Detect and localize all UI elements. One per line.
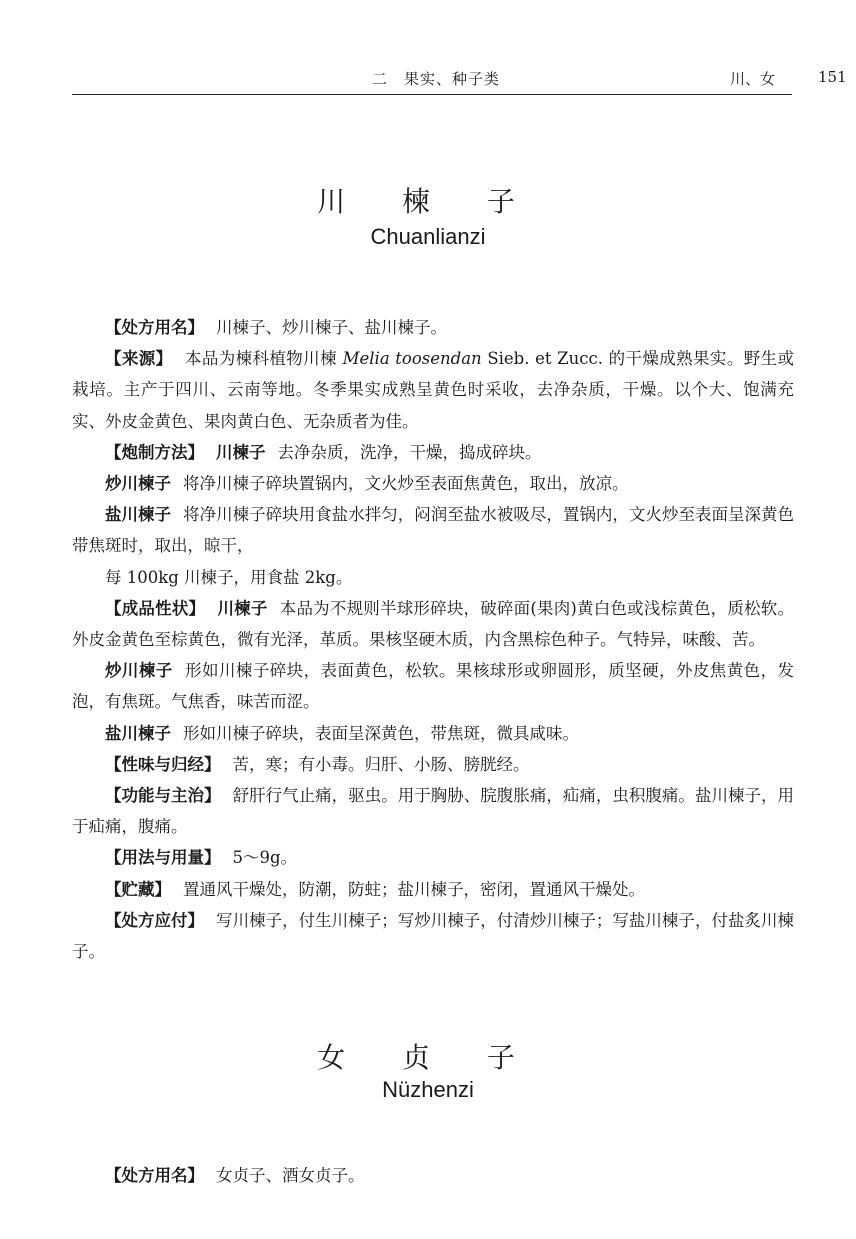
- paragraph-prescription-names: [72, 312, 794, 343]
- entry-pinyin-nuzhenzi: Nüzhenzi: [382, 1077, 474, 1102]
- paragraph-processing: [72, 437, 794, 468]
- text-storage: 置通风干燥处，防潮，防蛀；盐川楝子，密闭，置通风干燥处。: [183, 879, 645, 899]
- entry-body-nuzhenzi: [72, 1160, 794, 1191]
- text-dosage: 5～9g。: [232, 848, 298, 868]
- entry-body-chuanlianzi: [72, 312, 794, 967]
- label-dispensing: 【处方应付】: [105, 910, 205, 930]
- paragraph-source: [72, 343, 794, 437]
- text-salt-ratio: 每 100kg 川楝子，用食盐 2kg。: [105, 567, 353, 587]
- header-section: 二 果实、种子类: [372, 70, 501, 88]
- sub-label-raw-characteristics: 川楝子: [217, 598, 268, 618]
- paragraph-characteristics: [72, 593, 794, 655]
- entry-title-chuanlianzi: 川 楝 子: [317, 185, 539, 218]
- label-source: 【来源】: [105, 349, 173, 369]
- paragraph-dosage: [72, 842, 794, 873]
- text-prescription-names: 川楝子、炒川楝子、盐川楝子。: [216, 318, 447, 337]
- text-processing-salted: 将净川楝子碎块用食盐水拌匀，闷润至盐水被吸尽，置锅内，文火炒至表面呈深黄色带焦斑时，取出，晾干，: [72, 505, 795, 556]
- paragraph-function-indication: [72, 780, 794, 842]
- paragraph-processing-salted: [72, 499, 794, 561]
- text-characteristics-raw: 本品为不规则半球形碎块，破碎面(果肉)黄白色或浅棕黄色，质松软。外皮金黄色至棕黄色，微有光泽，革质。果核坚硬木质，内含黑棕色种子。气特异，味酸、苦。: [72, 598, 795, 650]
- label-nature-meridian: 【性味与归经】: [105, 754, 221, 774]
- running-header: [72, 64, 847, 95]
- sub-label-fried: 炒川楝子: [105, 474, 171, 494]
- sub-label-raw: 川楝子: [216, 442, 266, 462]
- label-dosage: 【用法与用量】: [105, 848, 221, 868]
- label-function-indication: 【功能与主治】: [105, 786, 221, 806]
- header-entries: 川、女: [730, 70, 776, 88]
- entry-pinyin-chuanlianzi: Chuanlianzi: [370, 224, 486, 249]
- label-prescription-names-2: 【处方用名】: [105, 1166, 204, 1185]
- latin-name: Melia toosendan: [342, 349, 482, 369]
- paragraph-dispensing: [72, 905, 794, 967]
- sub-label-salted: 盐川楝子: [105, 505, 172, 525]
- text-characteristics-salted: 形如川楝子碎块，表面呈深黄色，带焦斑，微具咸味。: [183, 723, 579, 743]
- page-number: 151: [818, 68, 847, 86]
- paragraph-characteristics-fried: [72, 655, 794, 717]
- paragraph-processing-fried: [72, 468, 794, 499]
- paragraph-prescription-names-2: [72, 1160, 794, 1191]
- text-dispensing: 写川楝子，付生川楝子；写炒川楝子，付清炒川楝子；写盐川楝子，付盐炙川楝子。: [72, 910, 795, 962]
- label-processing: 【炮制方法】: [105, 442, 204, 462]
- text-processing-fried: 将净川楝子碎块置锅内，文火炒至表面焦黄色，取出，放凉。: [183, 474, 629, 494]
- text-characteristics-fried: 形如川楝子碎块，表面黄色，松软。果核球形或卵圆形，质坚硬，外皮焦黄色，发泡，有焦斑。气焦香，味苦而涩。: [72, 661, 795, 712]
- label-characteristics: 【成品性状】: [105, 598, 206, 618]
- paragraph-salt-ratio: [72, 562, 794, 593]
- paragraph-nature-meridian: [72, 749, 794, 780]
- label-storage: 【贮藏】: [105, 879, 171, 899]
- label-prescription-names: 【处方用名】: [105, 318, 204, 337]
- paragraph-storage: [72, 874, 794, 905]
- text-processing-raw: 去净杂质，洗净，干燥，捣成碎块。: [277, 442, 542, 462]
- paragraph-characteristics-salted: [72, 718, 794, 749]
- entry-title-nuzhenzi: 女 贞 子: [317, 1041, 539, 1074]
- text-source-b: Sieb. et Zucc. 的干燥成熟果实。野生或栽培。主产于四川、云南等地。冬季果实成熟呈黄色时采收，去净杂质，干燥。以个大、饱满充实、外皮金黄色、果肉黄白色、无杂质者为佳。: [72, 349, 794, 431]
- text-function-indication: 舒肝行气止痛，驱虫。用于胸胁、脘腹胀痛，疝痛，虫积腹痛。盐川楝子，用于疝痛，腹痛。: [72, 786, 795, 837]
- text-source-a: 本品为楝科植物川楝: [184, 349, 343, 369]
- sub-label-salted-characteristics: 盐川楝子: [105, 723, 171, 743]
- sub-label-fried-characteristics: 炒川楝子: [105, 661, 173, 681]
- text-nature-meridian: 苦，寒；有小毒。归肝、小肠、膀胱经。: [232, 754, 530, 774]
- text-prescription-names-2: 女贞子、酒女贞子。: [216, 1166, 365, 1185]
